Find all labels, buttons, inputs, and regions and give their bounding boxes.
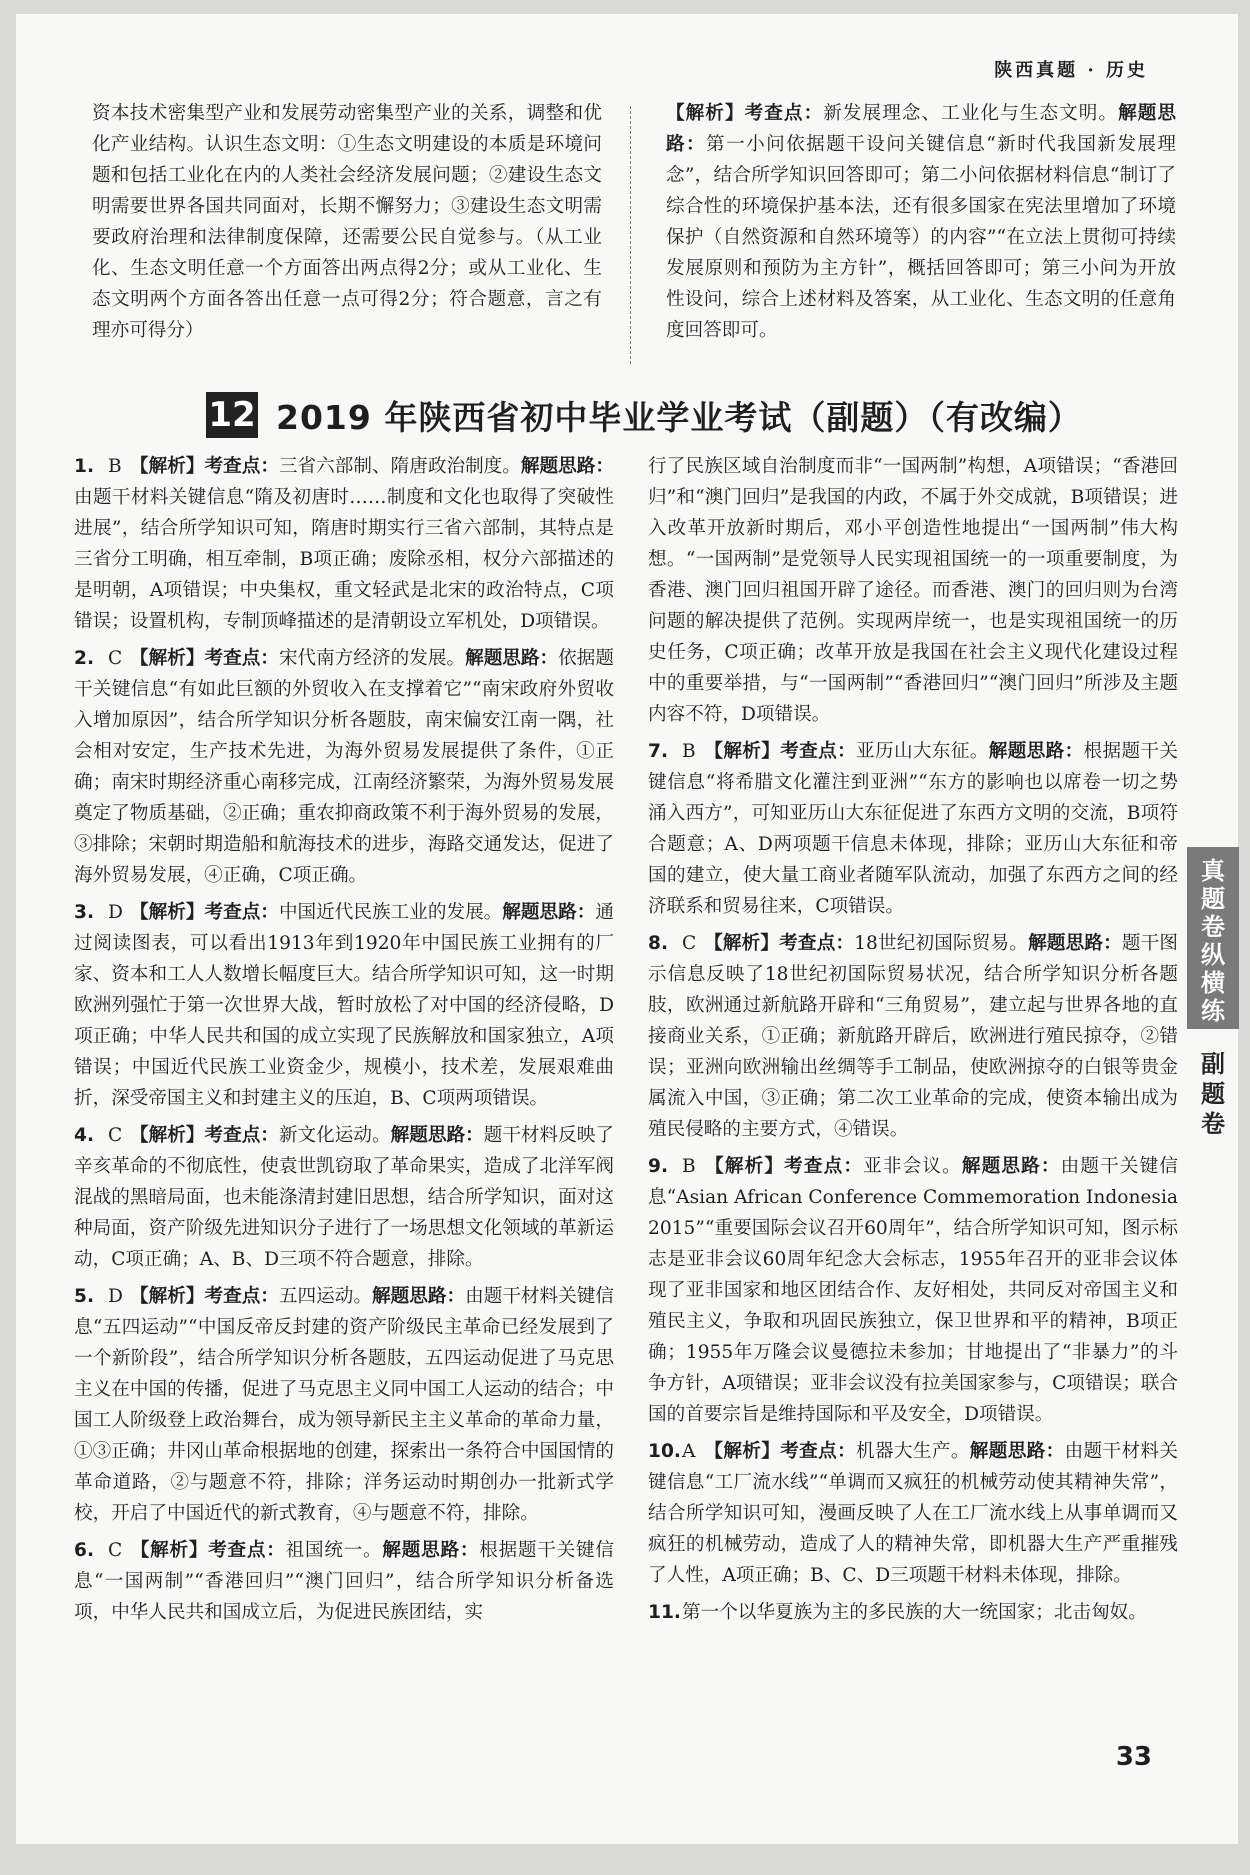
answer-item: [648, 451, 1178, 730]
answer-item: [74, 451, 614, 637]
question-number: 3.: [74, 902, 95, 923]
side-subtab: [1187, 1049, 1239, 1161]
solution-label: 解题思路：: [666, 103, 1176, 155]
analysis-label: 【解析】考查点：: [130, 902, 279, 923]
answer-body: 依据题干关键信息“有如此巨额的外贸收入在支撑着它”“南宋政府外贸收入增加原因”，结合所学知识分析各题肢，南宋偏安江南一隅，社会相对安定，生产技术先进，为海外贸易发展提供了条件，①正确；南宋时期经济重心南移完成，江南经济繁荣，为海外贸易发展奠定了物质基础，②正确；重农抑商政策不利于海外贸易的发展，③排除；宋朝时期造船和航海技术的进步，海路交通发达，促进了海外贸易发展，④正确，C项正确。: [74, 648, 614, 886]
analysis-point: 亚非会议。: [863, 1156, 962, 1177]
analysis-body: 第一小问依据题干设问关键信息“新时代我国新发展理念”，结合所学知识回答即可；第二小问依据材料信息“制订了综合性的环境保护基本法，还有很多国家在宪法里增加了环境保护（自然资源和自然环境等）的内容”“在立法上贯彻可持续发展原则和预防为主方针”，概括回答即可；第三小问为开放性设问，综合上述材料及答案，从工业化、生态文明的任意角度回答即可。: [666, 134, 1176, 341]
analysis-point: 新发展理念、工业化与生态文明。: [823, 103, 1119, 124]
analysis-point: 亚历山大东征。: [856, 741, 989, 762]
question-number: 2.: [74, 648, 95, 669]
analysis-label: 【解析】考查点：: [130, 1125, 279, 1146]
question-number: 9.: [648, 1156, 669, 1177]
question-number: 4.: [74, 1125, 95, 1146]
side-subtab-label: 副题卷: [1201, 1050, 1225, 1138]
analysis-label: 【解析】考查点：: [130, 456, 279, 477]
section-heading: 2019 年陕西省初中毕业学业考试（副题）（有改编）: [276, 397, 1082, 437]
solution-label: 解题思路：: [502, 902, 596, 923]
answer-choice: D: [108, 1286, 123, 1307]
answer-choice: B: [108, 456, 122, 477]
answer-item: [648, 1597, 1178, 1628]
question-number: 6.: [74, 1540, 95, 1561]
answer-body: 行了民族区域自治制度而非“一国两制”构想，A项错误；“香港回归”和“澳门回归”是我国的内政，不属于外交成就，B项错误；进入改革开放新时期后，邓小平创造性地提出“一国两制”伟大构想。“一国两制”是党领导人民实现祖国统一的一项重要制度，为香港、澳门回归祖国开辟了途径。而香港、澳门的回归则为台湾问题的解决提供了范例。实现两岸统一，也是实现祖国统一的历史任务，C项正确；改革开放是我国在社会主义现代化建设过程中的重要举措，与“一国两制”“香港回归”“澳门回归”所涉及主题内容不符，D项错误。: [648, 456, 1178, 725]
analysis-label: 【解析】考查点：: [704, 1156, 864, 1177]
answer-body: 根据题干关键信息“一国两制”“香港回归”“澳门回归”，结合所学知识分析备选项，中华人民共和国成立后，为促进民族团结，实: [74, 1540, 614, 1623]
answer-choice: B: [682, 741, 696, 762]
answer-body: 通过阅读图表，可以看出1913年到1920年中国民族工业拥有的厂家、资本和工人人数增长幅度巨大。结合所学知识可知，这一时期欧洲列强忙于第一次世界大战，暂时放松了对中国的经济侵略，D项正确；中华人民共和国的成立实现了民族解放和国家独立，A项错误；中国近代民族工业资金少，规模小，技术差，发展艰难曲折，深受帝国主义和封建主义的压迫，B、C项两项错误。: [74, 902, 614, 1109]
page-number: 33: [1115, 1742, 1152, 1772]
answer-body: 由题干材料关键信息“隋及初唐时……制度和文化也取得了突破性进展”，结合所学知识可知，隋唐时期实行三省六部制，其特点是三省分工明确，相互牵制，B项正确；废除丞相，权分六部描述的是明朝，A项错误；中央集权，重文轻武是北宋的政治特点，C项错误；设置机构，专制顶峰描述的是清朝设立军机处，D项错误。: [74, 487, 614, 632]
analysis-point: 五四运动。: [278, 1286, 373, 1307]
analysis-point: 18世纪初国际贸易。: [854, 933, 1029, 954]
answer-item: [74, 1120, 614, 1275]
answers-right-column: [648, 451, 1178, 1634]
column-divider: [630, 106, 631, 364]
solution-label: 解题思路：: [1028, 933, 1122, 954]
question-number: 8.: [648, 933, 669, 954]
section-title: [206, 389, 1082, 441]
solution-label: 解题思路：: [969, 1441, 1065, 1462]
analysis-label: 【解析】考查点：: [666, 103, 824, 124]
analysis-point: 祖国统一。: [285, 1540, 383, 1561]
solution-label: 解题思路：: [465, 648, 559, 669]
answer-choice: B: [682, 1156, 696, 1177]
solution-label: 解题思路：: [520, 456, 614, 477]
analysis-point: 中国近代民族工业的发展。: [278, 902, 503, 923]
question-number: 1.: [74, 456, 95, 477]
analysis-label: 【解析】考查点：: [130, 648, 279, 669]
solution-label: 解题思路：: [988, 741, 1084, 762]
answer-choice: C: [108, 1125, 123, 1146]
answer-item: [648, 928, 1178, 1145]
answer-choice: C: [682, 933, 697, 954]
answer-item: [648, 1151, 1178, 1430]
answer-choice: A: [682, 1441, 696, 1462]
answer-body: 第一个以华夏族为主的多民族的大一统国家；北击匈奴。: [682, 1602, 1147, 1623]
answers-left-column: [74, 451, 614, 1634]
analysis-point: 三省六部制、隋唐政治制度。: [278, 456, 521, 477]
analysis-label: 【解析】考查点：: [704, 1441, 857, 1462]
page-sheet: [16, 14, 1238, 1844]
answer-choice: C: [108, 1540, 123, 1561]
answer-body: 由题干关键信息“Asian African Conference Commemoration Indonesia 2015”“重要国际会议召开60周年”，结合所学知识可知，图示标志是亚非会议60周年纪念大会标志，1955年召开的亚非会议体现了亚非国家和地区团结合作、友好相处，共同反对帝国主义和殖民主义，争取和巩固民族独立，保卫世界和平的精神，B项正确；1955年万隆会议曼德拉未参加；甘地提出了“非暴力”的斗争方针，A项错误；亚非会议没有拉美国家参与，C项错误；联合国的首要宗旨是维持国际和平及安全，D项错误。: [648, 1156, 1178, 1425]
answer-item: [74, 643, 614, 891]
solution-label: 解题思路：: [390, 1125, 484, 1146]
top-left-text: [92, 98, 602, 346]
analysis-label: 【解析】考查点：: [704, 741, 857, 762]
answer-choice: D: [108, 902, 123, 923]
analysis-point: 宋代南方经济的发展。: [278, 648, 466, 669]
answer-item: [648, 736, 1178, 922]
answer-item: [648, 1436, 1178, 1591]
question-number: 7.: [648, 741, 669, 762]
analysis-point: 机器大生产。: [856, 1441, 970, 1462]
answer-choice: C: [108, 648, 123, 669]
answer-item: [74, 897, 614, 1114]
solution-label: 解题思路：: [372, 1286, 466, 1307]
question-number: 5.: [74, 1286, 95, 1307]
answer-body: 由题干材料关键信息“工厂流水线”“单调而又疯狂的机械劳动使其精神失常”，结合所学知识可知，漫画反映了人在工厂流水线上从事单调而又疯狂的机械劳动，造成了人的精神失常，即机器大生产严重摧残了人性，A项正确；B、C、D三项题干材料未体现，排除。: [648, 1441, 1178, 1586]
question-number: 10.: [648, 1441, 681, 1462]
answer-body: 根据题干关键信息“将希腊文化灌注到亚洲”“东方的影响也以席卷一切之势涌入西方”，可知亚历山大东征促进了东西方文明的交流，B项符合题意；A、D两项题干信息未体现，排除；亚历山大东征和帝国的建立，使大量工商业者随军队流动，加强了东西方之间的经济联系和贸易往来，C项错误。: [648, 741, 1178, 917]
answer-body: 题干图示信息反映了18世纪初国际贸易状况，结合所学知识分析各题肢，欧洲通过新航路开辟和“三角贸易”，建立起与世界各地的直接商业关系，①正确；新航路开辟后，欧洲进行殖民掠夺，②错误；亚洲向欧洲输出丝绸等手工制品，使欧洲掠夺的白银等贵金属流入中国，③正确；第二次工业革命的完成，使资本输出成为殖民侵略的主要方式，④错误。: [648, 933, 1178, 1140]
answer-body: 题干材料反映了辛亥革命的不彻底性，使袁世凯窃取了革命果实，造成了北洋军阀混战的黑暗局面，也未能涤清封建旧思想，结合所学知识，面对这种局面，资产阶级先进知识分子进行了一场思想文化领域的革新运动，C项正确；A、B、D三项不符合题意，排除。: [74, 1125, 614, 1270]
side-tab-label: 真题卷纵横练: [1201, 857, 1225, 1025]
section-number: 12: [206, 392, 258, 438]
side-tab: [1187, 847, 1239, 1029]
solution-label: 解题思路：: [961, 1156, 1061, 1177]
answer-body: 由题干材料关键信息“五四运动”“中国反帝反封建的资产阶级民主革命已经发展到了一个新阶段”，结合所学知识分析各题肢，五四运动促进了马克思主义在中国的传播，促进了马克思主义同中国工人运动的结合；中国工人阶级登上政治舞台，成为领导新民主主义革命的革命力量，①③正确；井冈山革命根据地的创建，探索出一条符合中国国情的革命道路，②与题意不符，排除；洋务运动时期创办一批新式学校，开启了中国近代的新式教育，④与题意不符，排除。: [74, 1286, 614, 1524]
analysis-label: 【解析】考查点：: [704, 933, 855, 954]
question-number: 11.: [648, 1602, 681, 1623]
answer-item: [74, 1535, 614, 1628]
analysis-point: 新文化运动。: [278, 1125, 391, 1146]
top-left-paragraph: 资本技术密集型产业和发展劳动密集型产业的关系，调整和优化产业结构。认识生态文明：①生态文明建设的本质是环境问题和包括工业化在内的人类社会经济发展问题；②建设生态文明需要世界各国共同面对，长期不懈努力；③建设生态文明需要政府治理和法律制度保障，还需要公民自觉参与。（从工业化、生态文明任意一个方面答出两点得2分；或从工业化、生态文明两个方面各答出任意一点可得2分；符合题意，言之有理亦可得分）: [92, 103, 602, 341]
answer-item: [74, 1281, 614, 1529]
analysis-label: 【解析】考查点：: [130, 1286, 279, 1307]
running-header: 陕西真题 · 历史: [994, 60, 1148, 81]
analysis-label: 【解析】考查点：: [130, 1540, 286, 1561]
top-right-text: [666, 98, 1176, 346]
solution-label: 解题思路：: [382, 1540, 480, 1561]
